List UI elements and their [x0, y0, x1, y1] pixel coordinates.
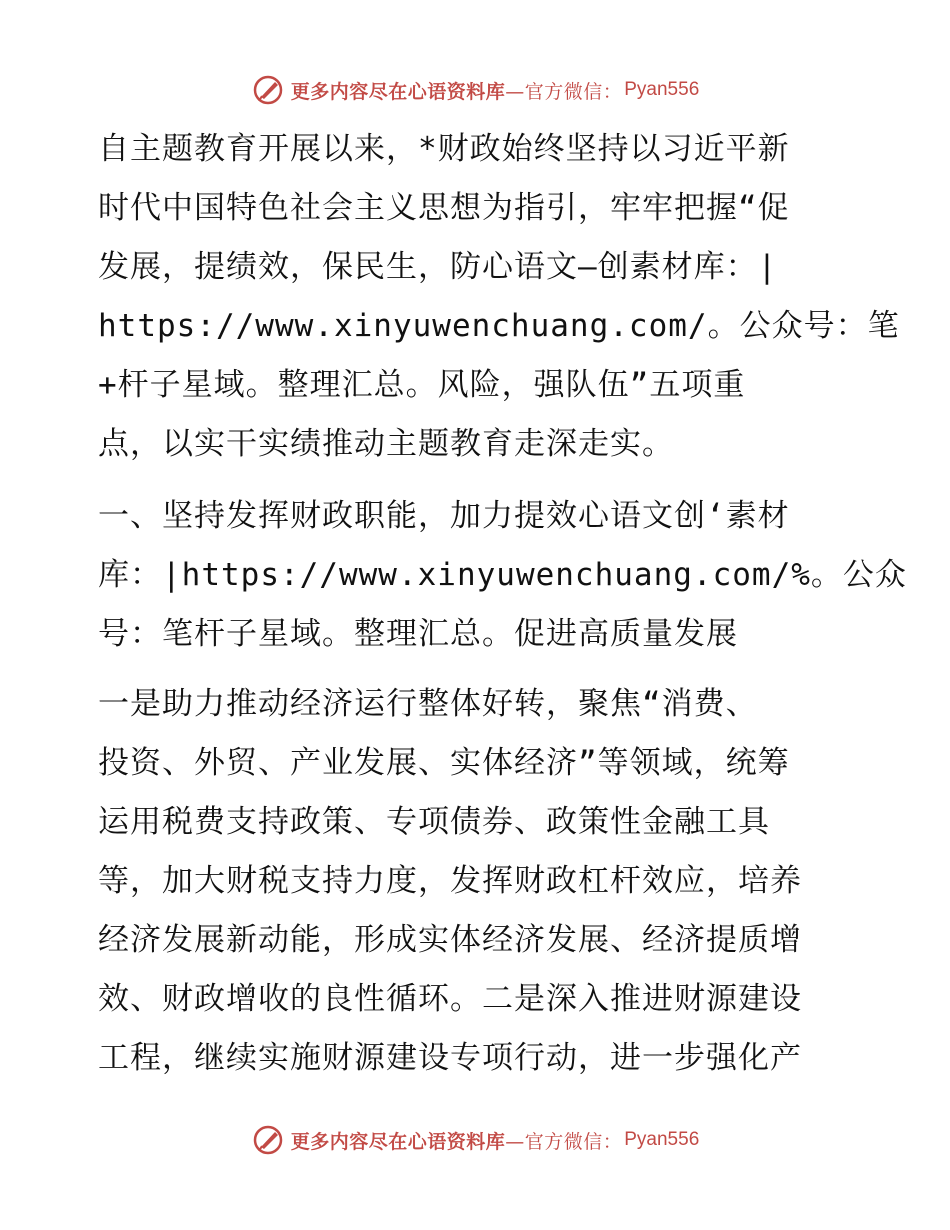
text-line: 点，以实干实绩推动主题教育走深走实。	[98, 426, 674, 462]
text-line: 运用税费支持政策、专项债券、政策性金融工具	[98, 804, 770, 840]
text-line: 经济发展新动能，形成实体经济发展、经济提质增	[98, 922, 802, 958]
watermark-sub-text: —官方微信：	[505, 1130, 623, 1153]
text-line: 库：|https://www.xinyuwenchuang.com/%。公众	[98, 557, 907, 593]
watermark-sub-text: —官方微信：	[505, 80, 623, 103]
text-line: 效、财政增收的良性循环。二是深入推进财源建设	[98, 981, 802, 1017]
quill-logo-icon	[251, 1123, 285, 1157]
text-line: 发展，提绩效，保民生，防心语文—创素材库：|	[98, 249, 778, 285]
text-line: 等，加大财税支持力度，发挥财政杠杆效应，培养	[98, 863, 802, 899]
watermark-main-text: 更多内容尽在心语资料库	[290, 1130, 506, 1153]
paragraph-body	[98, 675, 858, 1088]
text-line: 自主题教育开展以来，*财政始终坚持以习近平新	[98, 131, 790, 167]
text-line: 一、坚持发挥财政职能，加力提效心语文创‘素材	[98, 498, 790, 534]
header-watermark	[0, 70, 950, 110]
paragraph-intro	[98, 120, 900, 474]
footer-watermark	[0, 1120, 950, 1160]
text-line: 一是助力推动经济运行整体好转，聚焦“消费、	[98, 686, 758, 722]
paragraph-section-heading	[98, 487, 907, 664]
text-line: 时代中国特色社会主义思想为指引，牢牢把握“促	[98, 190, 790, 226]
watermark-wechat-id: Pyan556	[624, 79, 700, 100]
text-line: https://www.xinyuwenchuang.com/。公众号：笔	[98, 308, 900, 344]
text-line: 号：笔杆子星域。整理汇总。促进高质量发展	[98, 616, 738, 652]
watermark-main-text: 更多内容尽在心语资料库	[290, 80, 506, 103]
text-line: 投资、外贸、产业发展、实体经济”等领域，统筹	[98, 745, 790, 781]
text-line: 工程，继续实施财源建设专项行动，进一步强化产	[98, 1040, 802, 1076]
watermark-wechat-id: Pyan556	[624, 1129, 700, 1150]
quill-logo-icon	[251, 73, 285, 107]
text-line: +杆子星域。整理汇总。风险，强队伍”五项重	[98, 367, 746, 403]
